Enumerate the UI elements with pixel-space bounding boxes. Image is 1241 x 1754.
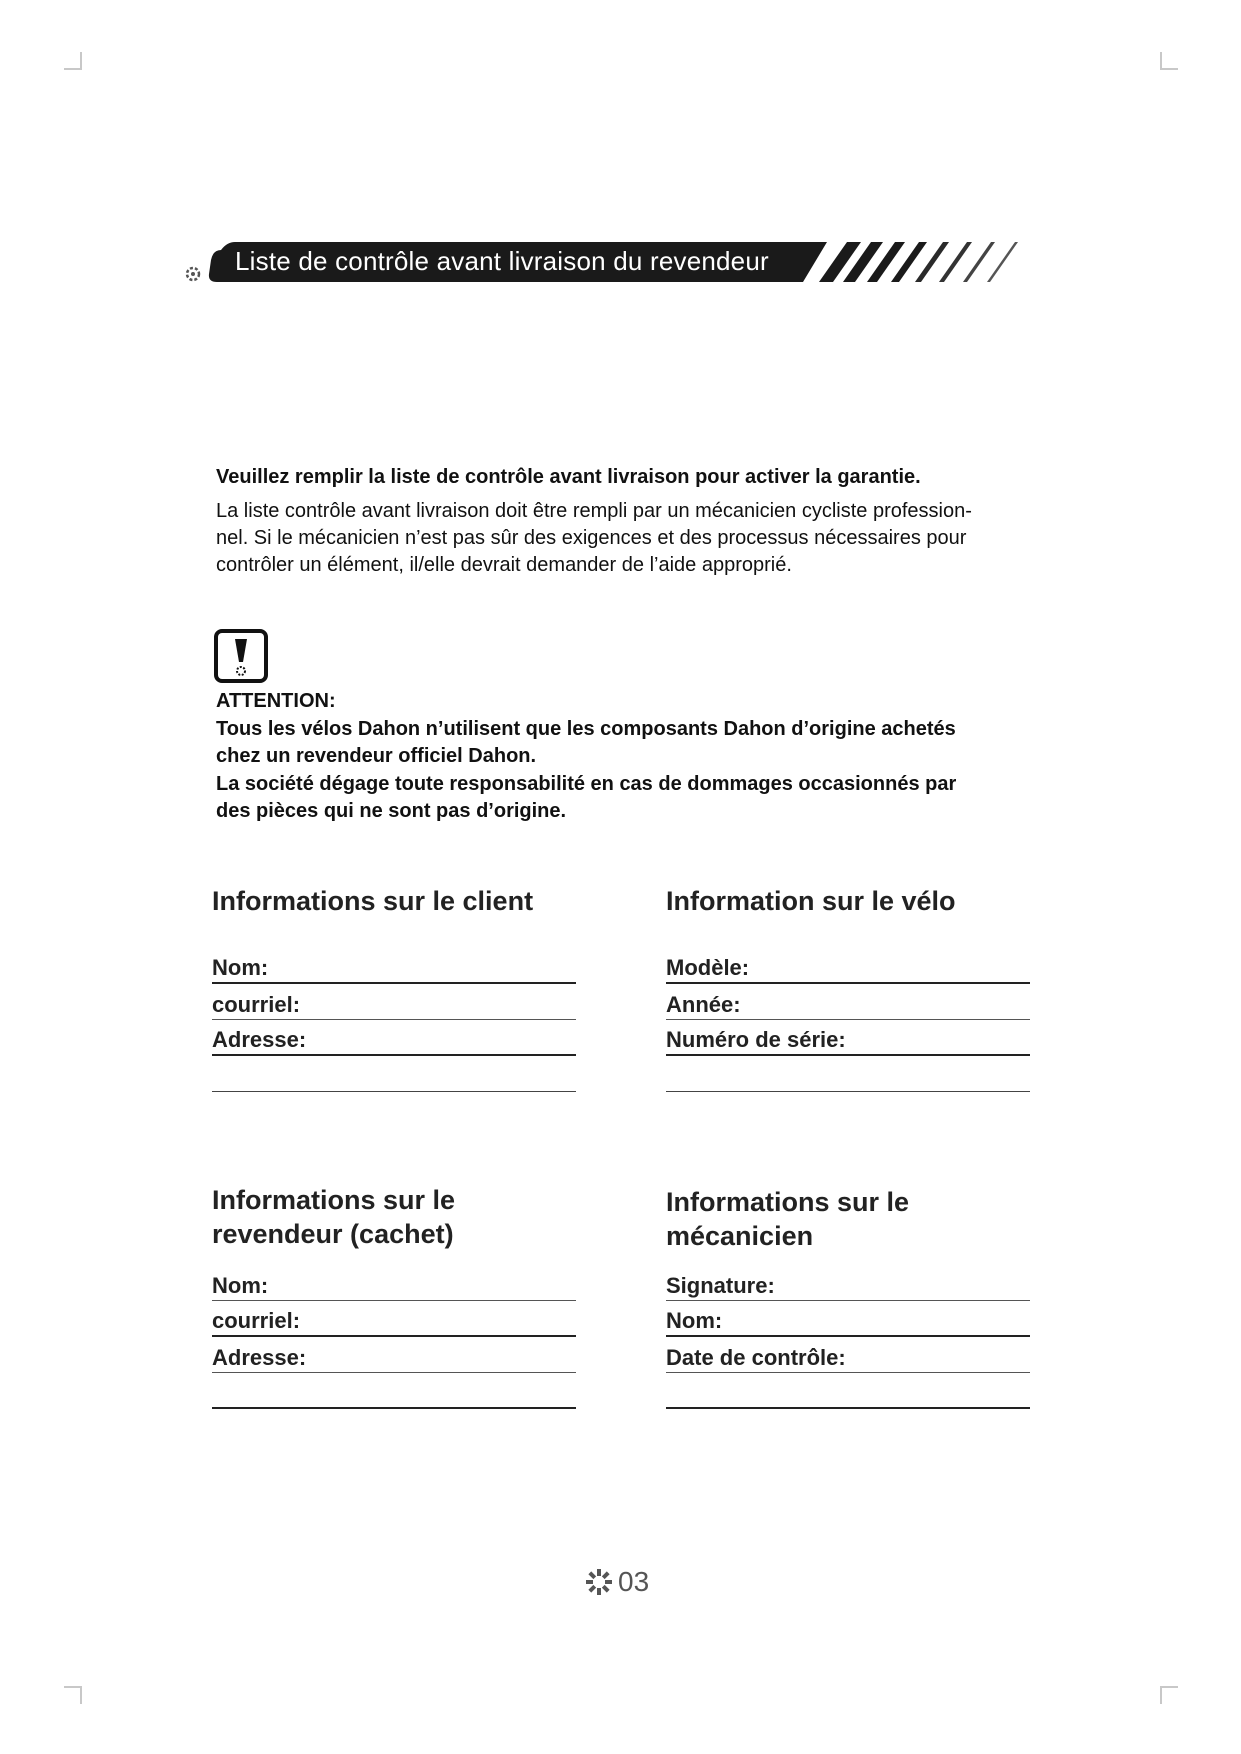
dealer-name-field[interactable] [212,1265,576,1301]
gear-icon [187,268,199,280]
mechanic-date-field[interactable] [666,1337,1030,1373]
intro-line-2: nel. Si le mécanicien n’est pas sûr des exigences et des processus nécessaires pour [216,527,967,549]
client-section [212,884,576,1092]
mechanic-section-title [666,1185,1030,1253]
dealer-address-label: Adresse: [212,1345,307,1370]
dealer-section-title [212,1183,576,1251]
dealer-name-label: Nom: [212,1273,269,1298]
bike-section [666,884,1030,1092]
crop-mark-bottom-right-v [1160,1686,1162,1704]
dealer-section [212,1183,576,1409]
dealer-title-line-1: Informations sur le [212,1185,456,1215]
bike-extra-line[interactable] [666,1056,1030,1092]
bike-section-title: Information sur le vélo [666,886,956,916]
dealer-email-field[interactable] [212,1301,576,1337]
intro-line-3: contrôler un élément, il/elle devrait demander de l’aide approprié. [216,554,792,576]
bike-serial-field[interactable] [666,1020,1030,1056]
bike-model-field[interactable] [666,948,1030,984]
attention-line-3: La société dégage toute responsabilité en cas de dommages occasionnés par [216,772,957,795]
client-email-label: courriel: [212,992,301,1017]
warning-icon [213,628,269,684]
header-banner [183,238,1043,290]
bike-year-label: Année: [666,992,741,1017]
crop-mark-bottom-left-v [80,1686,82,1704]
attention-block [216,688,1046,826]
dealer-address-field[interactable] [212,1337,576,1373]
mechanic-title-line-2: mécanicien [666,1221,814,1251]
intro-line-1: La liste contrôle avant livraison doit être rempli par un mécanicien cycliste profession- [216,500,972,522]
page-title: Liste de contrôle avant livraison du revendeur [235,246,769,276]
crop-mark-top-right-h [1160,68,1178,70]
crop-mark-top-left-h [64,68,82,70]
attention-line-2: chez un revendeur officiel Dahon. [216,745,537,767]
client-section-title: Informations sur le client [212,886,534,916]
crop-mark-bottom-right-h [1160,1686,1178,1688]
mechanic-section [666,1185,1030,1409]
crop-mark-bottom-left-h [64,1686,82,1688]
dealer-email-label: courriel: [212,1308,301,1333]
mechanic-name-label: Nom: [666,1308,723,1333]
bike-serial-label: Numéro de série: [666,1027,846,1052]
mechanic-name-field[interactable] [666,1301,1030,1337]
bike-year-field[interactable] [666,984,1030,1020]
intro-block [216,464,1036,579]
client-address-field[interactable] [212,1020,576,1056]
bike-model-label: Modèle: [666,955,750,980]
mechanic-signature-field[interactable] [666,1265,1030,1301]
dealer-title-line-2: revendeur (cachet) [212,1219,454,1249]
mechanic-extra-line[interactable] [666,1373,1030,1409]
mechanic-date-label: Date de contrôle: [666,1345,846,1370]
client-name-field[interactable] [212,948,576,984]
mechanic-title-line-1: Informations sur le [666,1187,910,1217]
dealer-extra-line[interactable] [212,1373,576,1409]
client-address-extra-line[interactable] [212,1056,576,1092]
page-number [584,1566,649,1598]
attention-label: ATTENTION: [216,690,336,712]
attention-line-1: Tous les vélos Dahon n’utilisent que les composants Dahon d’origine achetés [216,717,956,740]
intro-heading: Veuillez remplir la liste de contrôle avant livraison pour activer la garantie. [216,466,921,488]
attention-line-4: des pièces qui ne sont pas d’origine. [216,800,567,822]
page-number-text: 03 [618,1566,650,1597]
client-email-field[interactable] [212,984,576,1020]
client-address-label: Adresse: [212,1027,307,1052]
gear-icon [584,1567,614,1597]
mechanic-signature-label: Signature: [666,1273,775,1298]
client-name-label: Nom: [212,955,269,980]
